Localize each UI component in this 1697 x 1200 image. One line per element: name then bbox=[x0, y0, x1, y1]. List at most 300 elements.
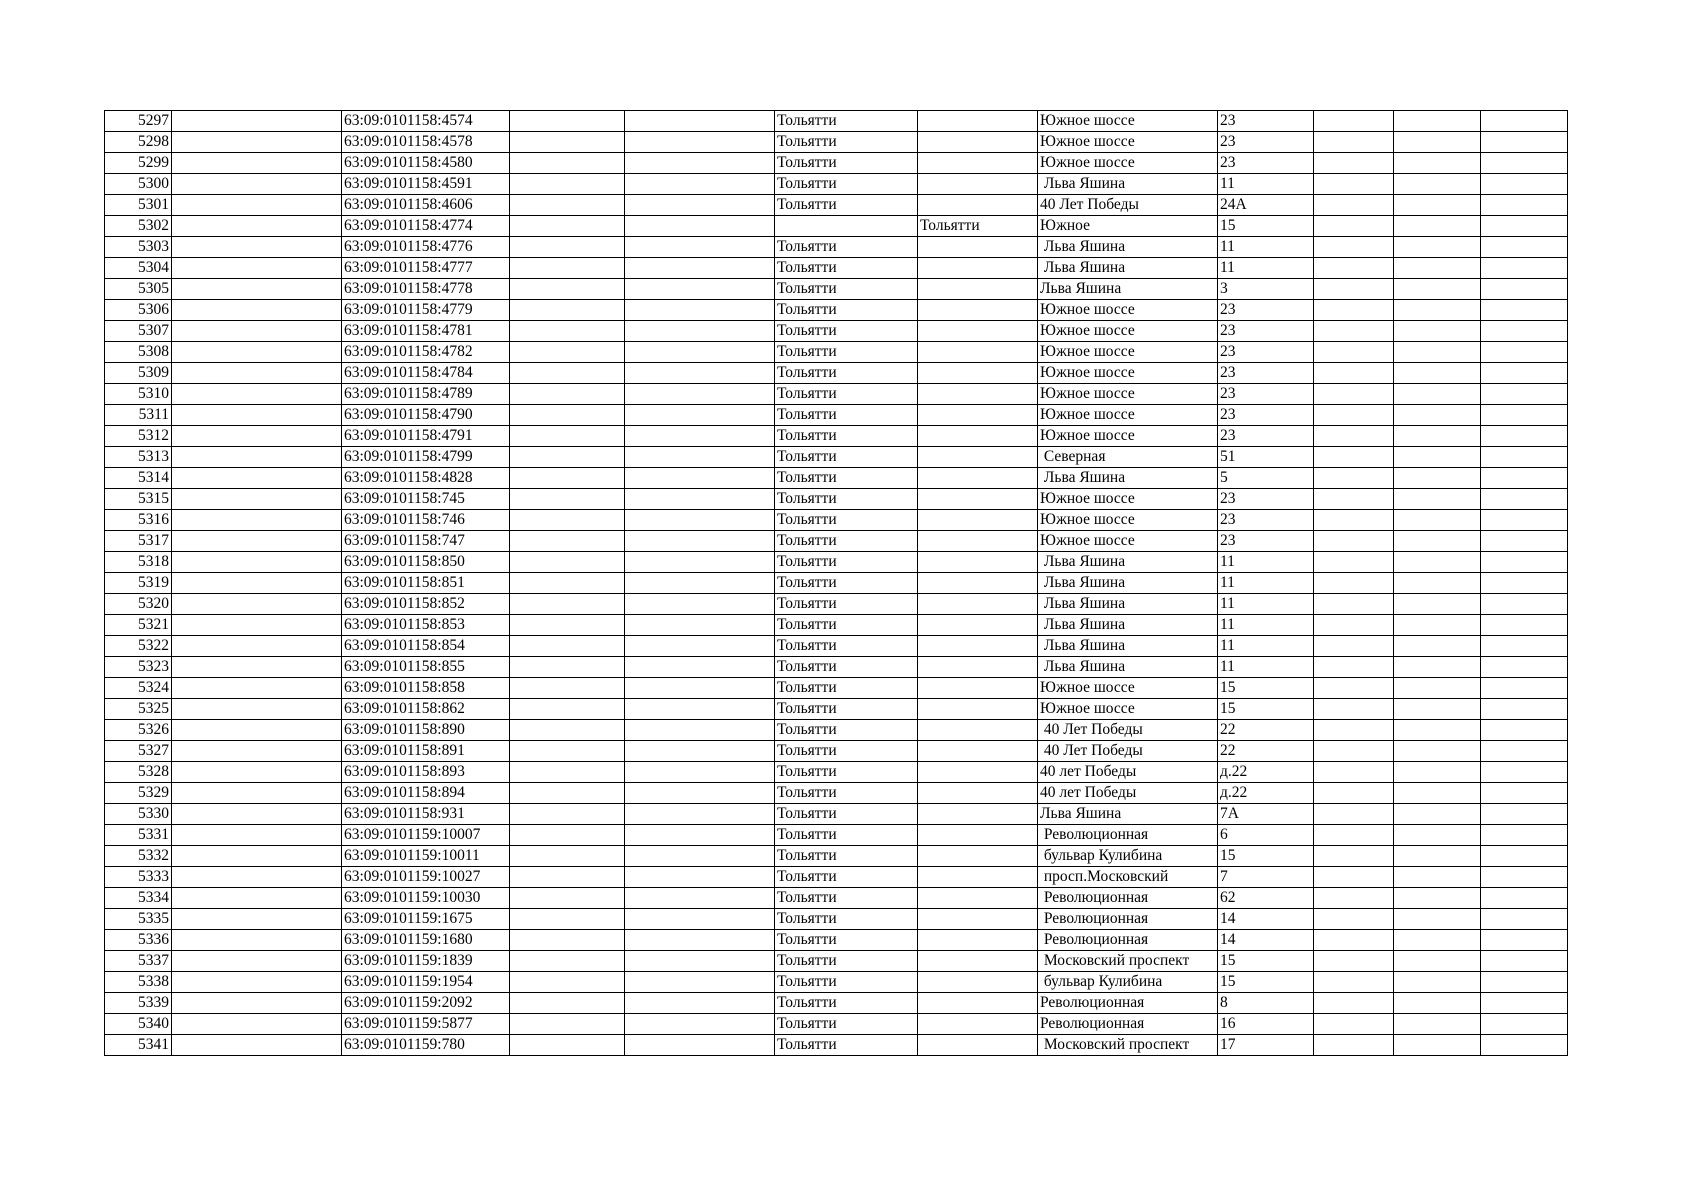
col-b-cell bbox=[172, 825, 342, 846]
city-cell: Тольятти bbox=[775, 678, 918, 699]
col-k-cell bbox=[1394, 993, 1481, 1014]
col-k-cell bbox=[1394, 720, 1481, 741]
locality-cell bbox=[918, 804, 1038, 825]
col-k-cell bbox=[1394, 741, 1481, 762]
city-cell: Тольятти bbox=[775, 153, 918, 174]
locality-cell bbox=[918, 174, 1038, 195]
city-cell: Тольятти bbox=[775, 762, 918, 783]
street-cell: Льва Яшина bbox=[1038, 615, 1218, 636]
col-l-cell bbox=[1481, 804, 1568, 825]
cadastral-number-cell: 63:09:0101158:4779 bbox=[342, 300, 510, 321]
col-b-cell bbox=[172, 636, 342, 657]
street-cell: Южное шоссе bbox=[1038, 426, 1218, 447]
col-b-cell bbox=[172, 699, 342, 720]
table-row bbox=[105, 573, 1568, 594]
col-d-cell bbox=[510, 741, 625, 762]
col-e-cell bbox=[625, 216, 775, 237]
table-row bbox=[105, 426, 1568, 447]
city-cell: Тольятти bbox=[775, 174, 918, 195]
locality-cell bbox=[918, 510, 1038, 531]
col-d-cell bbox=[510, 573, 625, 594]
cadastral-number-cell: 63:09:0101158:4791 bbox=[342, 426, 510, 447]
locality-cell bbox=[918, 1035, 1038, 1056]
row-number-cell: 5310 bbox=[105, 384, 172, 405]
street-cell: Революционная bbox=[1038, 909, 1218, 930]
row-number-cell: 5319 bbox=[105, 573, 172, 594]
col-j-cell bbox=[1314, 1014, 1394, 1035]
col-b-cell bbox=[172, 132, 342, 153]
city-cell: Тольятти bbox=[775, 342, 918, 363]
col-b-cell bbox=[172, 804, 342, 825]
col-j-cell bbox=[1314, 174, 1394, 195]
col-j-cell bbox=[1314, 195, 1394, 216]
row-number-cell: 5341 bbox=[105, 1035, 172, 1056]
col-e-cell bbox=[625, 741, 775, 762]
col-j-cell bbox=[1314, 699, 1394, 720]
locality-cell bbox=[918, 615, 1038, 636]
col-e-cell bbox=[625, 111, 775, 132]
col-b-cell bbox=[172, 342, 342, 363]
locality-cell bbox=[918, 447, 1038, 468]
table-row bbox=[105, 972, 1568, 993]
col-l-cell bbox=[1481, 594, 1568, 615]
locality-cell bbox=[918, 300, 1038, 321]
col-d-cell bbox=[510, 762, 625, 783]
locality-cell bbox=[918, 657, 1038, 678]
col-e-cell bbox=[625, 489, 775, 510]
table-row bbox=[105, 279, 1568, 300]
col-d-cell bbox=[510, 468, 625, 489]
col-l-cell bbox=[1481, 237, 1568, 258]
street-cell: Московский проспект bbox=[1038, 951, 1218, 972]
house-cell: 23 bbox=[1218, 132, 1314, 153]
row-number-cell: 5330 bbox=[105, 804, 172, 825]
col-b-cell bbox=[172, 216, 342, 237]
col-l-cell bbox=[1481, 825, 1568, 846]
table-row bbox=[105, 258, 1568, 279]
cadastral-number-cell: 63:09:0101159:10007 bbox=[342, 825, 510, 846]
row-number-cell: 5309 bbox=[105, 363, 172, 384]
col-j-cell bbox=[1314, 216, 1394, 237]
street-cell: бульвар Кулибина bbox=[1038, 846, 1218, 867]
row-number-cell: 5317 bbox=[105, 531, 172, 552]
street-cell: Льва Яшина bbox=[1038, 573, 1218, 594]
cadastral-number-cell: 63:09:0101158:4781 bbox=[342, 321, 510, 342]
table-row bbox=[105, 741, 1568, 762]
col-e-cell bbox=[625, 384, 775, 405]
col-b-cell bbox=[172, 237, 342, 258]
city-cell: Тольятти bbox=[775, 909, 918, 930]
col-k-cell bbox=[1394, 468, 1481, 489]
cadastral-number-cell: 63:09:0101158:4776 bbox=[342, 237, 510, 258]
locality-cell bbox=[918, 132, 1038, 153]
row-number-cell: 5327 bbox=[105, 741, 172, 762]
col-d-cell bbox=[510, 531, 625, 552]
table-row bbox=[105, 1014, 1568, 1035]
col-b-cell bbox=[172, 510, 342, 531]
cadastral-number-cell: 63:09:0101158:852 bbox=[342, 594, 510, 615]
col-b-cell bbox=[172, 573, 342, 594]
col-k-cell bbox=[1394, 867, 1481, 888]
col-b-cell bbox=[172, 867, 342, 888]
table-body bbox=[105, 111, 1568, 1056]
locality-cell: Тольятти bbox=[918, 216, 1038, 237]
city-cell: Тольятти bbox=[775, 405, 918, 426]
col-j-cell bbox=[1314, 342, 1394, 363]
cadastral-number-cell: 63:09:0101158:4777 bbox=[342, 258, 510, 279]
col-k-cell bbox=[1394, 615, 1481, 636]
col-k-cell bbox=[1394, 573, 1481, 594]
col-l-cell bbox=[1481, 405, 1568, 426]
locality-cell bbox=[918, 573, 1038, 594]
table-row bbox=[105, 699, 1568, 720]
house-cell: 11 bbox=[1218, 615, 1314, 636]
street-cell: бульвар Кулибина bbox=[1038, 972, 1218, 993]
col-j-cell bbox=[1314, 720, 1394, 741]
col-b-cell bbox=[172, 174, 342, 195]
locality-cell bbox=[918, 384, 1038, 405]
row-number-cell: 5325 bbox=[105, 699, 172, 720]
col-e-cell bbox=[625, 237, 775, 258]
house-cell: 51 bbox=[1218, 447, 1314, 468]
col-b-cell bbox=[172, 594, 342, 615]
col-b-cell bbox=[172, 951, 342, 972]
locality-cell bbox=[918, 153, 1038, 174]
locality-cell bbox=[918, 468, 1038, 489]
col-e-cell bbox=[625, 531, 775, 552]
col-l-cell bbox=[1481, 846, 1568, 867]
col-e-cell bbox=[625, 153, 775, 174]
col-l-cell bbox=[1481, 468, 1568, 489]
city-cell: Тольятти bbox=[775, 510, 918, 531]
col-d-cell bbox=[510, 174, 625, 195]
col-l-cell bbox=[1481, 216, 1568, 237]
row-number-cell: 5316 bbox=[105, 510, 172, 531]
col-d-cell bbox=[510, 216, 625, 237]
col-j-cell bbox=[1314, 552, 1394, 573]
col-k-cell bbox=[1394, 321, 1481, 342]
house-cell: 15 bbox=[1218, 972, 1314, 993]
col-b-cell bbox=[172, 909, 342, 930]
col-k-cell bbox=[1394, 552, 1481, 573]
col-j-cell bbox=[1314, 510, 1394, 531]
col-k-cell bbox=[1394, 195, 1481, 216]
locality-cell bbox=[918, 636, 1038, 657]
col-e-cell bbox=[625, 888, 775, 909]
locality-cell bbox=[918, 531, 1038, 552]
col-d-cell bbox=[510, 636, 625, 657]
col-l-cell bbox=[1481, 1035, 1568, 1056]
city-cell: Тольятти bbox=[775, 993, 918, 1014]
col-k-cell bbox=[1394, 405, 1481, 426]
cadastral-number-cell: 63:09:0101158:4790 bbox=[342, 405, 510, 426]
col-d-cell bbox=[510, 552, 625, 573]
col-d-cell bbox=[510, 993, 625, 1014]
street-cell: Южное шоссе bbox=[1038, 363, 1218, 384]
street-cell: Льва Яшина bbox=[1038, 468, 1218, 489]
table-row bbox=[105, 111, 1568, 132]
col-d-cell bbox=[510, 426, 625, 447]
row-number-cell: 5333 bbox=[105, 867, 172, 888]
col-b-cell bbox=[172, 783, 342, 804]
street-cell: Южное bbox=[1038, 216, 1218, 237]
street-cell: 40 лет Победы bbox=[1038, 783, 1218, 804]
col-b-cell bbox=[172, 468, 342, 489]
house-cell: 11 bbox=[1218, 657, 1314, 678]
cadastral-number-cell: 63:09:0101158:4789 bbox=[342, 384, 510, 405]
col-j-cell bbox=[1314, 636, 1394, 657]
table-row bbox=[105, 132, 1568, 153]
cadastral-number-cell: 63:09:0101158:4784 bbox=[342, 363, 510, 384]
col-e-cell bbox=[625, 993, 775, 1014]
table-row bbox=[105, 846, 1568, 867]
col-l-cell bbox=[1481, 552, 1568, 573]
row-number-cell: 5305 bbox=[105, 279, 172, 300]
street-cell: Льва Яшина bbox=[1038, 636, 1218, 657]
col-j-cell bbox=[1314, 615, 1394, 636]
col-b-cell bbox=[172, 762, 342, 783]
city-cell: Тольятти bbox=[775, 573, 918, 594]
locality-cell bbox=[918, 279, 1038, 300]
table-row bbox=[105, 405, 1568, 426]
locality-cell bbox=[918, 237, 1038, 258]
house-cell: 22 bbox=[1218, 720, 1314, 741]
street-cell: Льва Яшина bbox=[1038, 258, 1218, 279]
city-cell: Тольятти bbox=[775, 552, 918, 573]
house-cell: 5 bbox=[1218, 468, 1314, 489]
col-e-cell bbox=[625, 972, 775, 993]
table-row bbox=[105, 216, 1568, 237]
col-l-cell bbox=[1481, 510, 1568, 531]
street-cell: 40 Лет Победы bbox=[1038, 720, 1218, 741]
cadastral-number-cell: 63:09:0101159:2092 bbox=[342, 993, 510, 1014]
col-b-cell bbox=[172, 741, 342, 762]
table-row bbox=[105, 909, 1568, 930]
col-k-cell bbox=[1394, 846, 1481, 867]
col-l-cell bbox=[1481, 300, 1568, 321]
locality-cell bbox=[918, 846, 1038, 867]
col-k-cell bbox=[1394, 258, 1481, 279]
col-b-cell bbox=[172, 846, 342, 867]
house-cell: 7А bbox=[1218, 804, 1314, 825]
col-b-cell bbox=[172, 1014, 342, 1035]
cadastral-number-cell: 63:09:0101158:893 bbox=[342, 762, 510, 783]
row-number-cell: 5336 bbox=[105, 930, 172, 951]
col-b-cell bbox=[172, 447, 342, 468]
street-cell: Льва Яшина bbox=[1038, 657, 1218, 678]
col-b-cell bbox=[172, 300, 342, 321]
table-row bbox=[105, 594, 1568, 615]
cadastral-number-cell: 63:09:0101158:4828 bbox=[342, 468, 510, 489]
col-b-cell bbox=[172, 720, 342, 741]
table-row bbox=[105, 888, 1568, 909]
street-cell: Южное шоссе bbox=[1038, 342, 1218, 363]
col-e-cell bbox=[625, 174, 775, 195]
col-k-cell bbox=[1394, 132, 1481, 153]
city-cell: Тольятти bbox=[775, 783, 918, 804]
locality-cell bbox=[918, 426, 1038, 447]
city-cell: Тольятти bbox=[775, 594, 918, 615]
col-j-cell bbox=[1314, 888, 1394, 909]
table-row bbox=[105, 657, 1568, 678]
col-k-cell bbox=[1394, 825, 1481, 846]
locality-cell bbox=[918, 678, 1038, 699]
street-cell: Северная bbox=[1038, 447, 1218, 468]
col-d-cell bbox=[510, 783, 625, 804]
col-j-cell bbox=[1314, 132, 1394, 153]
street-cell: Южное шоссе bbox=[1038, 531, 1218, 552]
col-d-cell bbox=[510, 804, 625, 825]
house-cell: 11 bbox=[1218, 237, 1314, 258]
cadastral-number-cell: 63:09:0101159:5877 bbox=[342, 1014, 510, 1035]
col-e-cell bbox=[625, 678, 775, 699]
house-cell: 8 bbox=[1218, 993, 1314, 1014]
col-e-cell bbox=[625, 762, 775, 783]
locality-cell bbox=[918, 342, 1038, 363]
row-number-cell: 5312 bbox=[105, 426, 172, 447]
col-j-cell bbox=[1314, 489, 1394, 510]
row-number-cell: 5323 bbox=[105, 657, 172, 678]
cadastral-number-cell: 63:09:0101158:850 bbox=[342, 552, 510, 573]
col-k-cell bbox=[1394, 1014, 1481, 1035]
locality-cell bbox=[918, 363, 1038, 384]
cadastral-number-cell: 63:09:0101158:931 bbox=[342, 804, 510, 825]
col-k-cell bbox=[1394, 510, 1481, 531]
col-e-cell bbox=[625, 594, 775, 615]
house-cell: 24А bbox=[1218, 195, 1314, 216]
table-row bbox=[105, 363, 1568, 384]
col-k-cell bbox=[1394, 909, 1481, 930]
col-b-cell bbox=[172, 972, 342, 993]
col-b-cell bbox=[172, 111, 342, 132]
col-j-cell bbox=[1314, 867, 1394, 888]
city-cell: Тольятти bbox=[775, 279, 918, 300]
col-j-cell bbox=[1314, 657, 1394, 678]
col-d-cell bbox=[510, 615, 625, 636]
col-d-cell bbox=[510, 510, 625, 531]
city-cell: Тольятти bbox=[775, 930, 918, 951]
row-number-cell: 5332 bbox=[105, 846, 172, 867]
table-row bbox=[105, 762, 1568, 783]
house-cell: 16 bbox=[1218, 1014, 1314, 1035]
col-l-cell bbox=[1481, 489, 1568, 510]
table-row bbox=[105, 825, 1568, 846]
col-d-cell bbox=[510, 132, 625, 153]
col-e-cell bbox=[625, 615, 775, 636]
col-j-cell bbox=[1314, 405, 1394, 426]
col-d-cell bbox=[510, 909, 625, 930]
street-cell: Льва Яшина bbox=[1038, 552, 1218, 573]
locality-cell bbox=[918, 405, 1038, 426]
col-b-cell bbox=[172, 384, 342, 405]
col-j-cell bbox=[1314, 573, 1394, 594]
city-cell: Тольятти bbox=[775, 720, 918, 741]
col-k-cell bbox=[1394, 762, 1481, 783]
city-cell: Тольятти bbox=[775, 867, 918, 888]
city-cell: Тольятти bbox=[775, 111, 918, 132]
col-b-cell bbox=[172, 615, 342, 636]
col-l-cell bbox=[1481, 699, 1568, 720]
col-e-cell bbox=[625, 468, 775, 489]
row-number-cell: 5321 bbox=[105, 615, 172, 636]
col-j-cell bbox=[1314, 300, 1394, 321]
house-cell: 62 bbox=[1218, 888, 1314, 909]
col-l-cell bbox=[1481, 636, 1568, 657]
cadastral-number-cell: 63:09:0101158:853 bbox=[342, 615, 510, 636]
city-cell: Тольятти bbox=[775, 195, 918, 216]
col-l-cell bbox=[1481, 573, 1568, 594]
col-d-cell bbox=[510, 867, 625, 888]
col-d-cell bbox=[510, 825, 625, 846]
row-number-cell: 5302 bbox=[105, 216, 172, 237]
cadastral-number-cell: 63:09:0101158:745 bbox=[342, 489, 510, 510]
col-l-cell bbox=[1481, 930, 1568, 951]
table-row bbox=[105, 510, 1568, 531]
col-k-cell bbox=[1394, 363, 1481, 384]
city-cell: Тольятти bbox=[775, 657, 918, 678]
table-row bbox=[105, 993, 1568, 1014]
col-k-cell bbox=[1394, 636, 1481, 657]
col-e-cell bbox=[625, 1035, 775, 1056]
col-e-cell bbox=[625, 132, 775, 153]
cadastral-number-cell: 63:09:0101158:4774 bbox=[342, 216, 510, 237]
cadastral-number-cell: 63:09:0101158:4580 bbox=[342, 153, 510, 174]
table-row bbox=[105, 1035, 1568, 1056]
row-number-cell: 5329 bbox=[105, 783, 172, 804]
col-k-cell bbox=[1394, 972, 1481, 993]
col-j-cell bbox=[1314, 258, 1394, 279]
row-number-cell: 5313 bbox=[105, 447, 172, 468]
street-cell: 40 Лет Победы bbox=[1038, 741, 1218, 762]
col-k-cell bbox=[1394, 216, 1481, 237]
house-cell: 15 bbox=[1218, 846, 1314, 867]
col-e-cell bbox=[625, 405, 775, 426]
col-b-cell bbox=[172, 258, 342, 279]
cadastral-number-cell: 63:09:0101158:4778 bbox=[342, 279, 510, 300]
city-cell: Тольятти bbox=[775, 447, 918, 468]
city-cell: Тольятти bbox=[775, 972, 918, 993]
city-cell: Тольятти bbox=[775, 384, 918, 405]
house-cell: 11 bbox=[1218, 552, 1314, 573]
col-e-cell bbox=[625, 321, 775, 342]
col-l-cell bbox=[1481, 531, 1568, 552]
col-j-cell bbox=[1314, 153, 1394, 174]
locality-cell bbox=[918, 888, 1038, 909]
col-j-cell bbox=[1314, 111, 1394, 132]
col-l-cell bbox=[1481, 867, 1568, 888]
col-j-cell bbox=[1314, 447, 1394, 468]
locality-cell bbox=[918, 552, 1038, 573]
cadastral-number-cell: 63:09:0101158:4574 bbox=[342, 111, 510, 132]
col-b-cell bbox=[172, 552, 342, 573]
row-number-cell: 5297 bbox=[105, 111, 172, 132]
col-b-cell bbox=[172, 489, 342, 510]
col-b-cell bbox=[172, 678, 342, 699]
table-row bbox=[105, 300, 1568, 321]
house-cell: 23 bbox=[1218, 531, 1314, 552]
city-cell: Тольятти bbox=[775, 1035, 918, 1056]
row-number-cell: 5320 bbox=[105, 594, 172, 615]
house-cell: 11 bbox=[1218, 636, 1314, 657]
row-number-cell: 5318 bbox=[105, 552, 172, 573]
house-cell: 23 bbox=[1218, 111, 1314, 132]
col-d-cell bbox=[510, 678, 625, 699]
col-k-cell bbox=[1394, 237, 1481, 258]
house-cell: 11 bbox=[1218, 174, 1314, 195]
cadastral-number-cell: 63:09:0101159:780 bbox=[342, 1035, 510, 1056]
house-cell: 7 bbox=[1218, 867, 1314, 888]
house-cell: 22 bbox=[1218, 741, 1314, 762]
